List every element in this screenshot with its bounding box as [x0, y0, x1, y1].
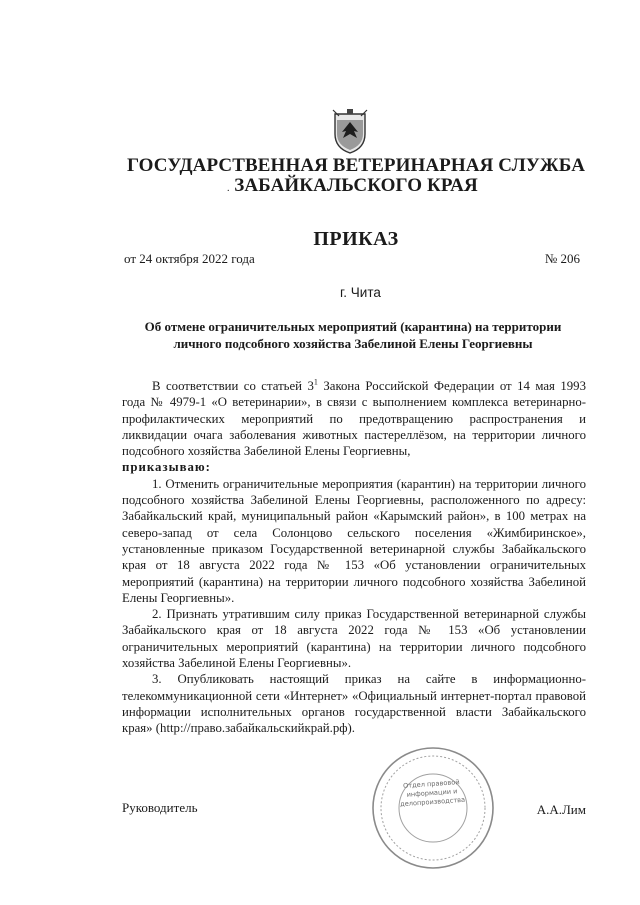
- document-number: № 206: [544, 251, 580, 266]
- preamble-superscript: 1: [313, 377, 318, 387]
- item-2: 2. Признать утратившим силу приказ Государственной ветеринарной службы Забайкальского края от 18 августа 2022 года № 153 «Об установлении ограничительных мероприятий (карантина) на территории личного подсобного хозяйства Забелиной Елены Георгиевны».: [122, 607, 586, 671]
- document-city: г. Чита: [340, 285, 381, 300]
- stamp-text: Отдел правовой информации и делопроизводства: [399, 778, 466, 809]
- signer-position: Руководитель: [122, 800, 198, 815]
- preamble-text-b: Закона Российской Федерации от 14 мая 1993 года № 4979-1 «О ветеринарии», в связи с выполнением комплекса ветеринарно-профилактических мероприятий по предотвращению распространения и ликвидации очага заболевания животных пастереллёзом, на территории личного подсобного хозяйства Забелиной Елены Георгиевны,: [122, 379, 586, 459]
- preamble-paragraph: [122, 378, 586, 459]
- document-date: от 24 октября 2022 года: [124, 251, 255, 266]
- org-name-line-1: ГОСУДАРСТВЕННАЯ ВЕТЕРИНАРНАЯ СЛУЖБА: [126, 155, 586, 176]
- signer-name: А.А.Лим: [536, 802, 586, 817]
- item-1: 1. Отменить ограничительные мероприятия (карантин) на территории личного подсобного хозяйства Забелиной Елены Георгиевны, расположенного по адресу: Забайкальский край, муниципальный район «Карымский район», в 100 метрах на северо-запад от села Солонцово сельского поселения «Жимбиринское», установленные приказом Государственной ветеринарной службы Забайкальского края от 18 августа 2022 года № 153 «Об установлении ограничительных мероприятий (карантина) на территории личного подсобного хозяйства Забелиной Елены Георгиевны».: [122, 476, 586, 605]
- document-title: ПРИКАЗ: [313, 228, 399, 250]
- preamble-text-a: В соответствии со статьей 3: [152, 379, 314, 393]
- document-body: [122, 378, 586, 737]
- org-name-line-2: ЗАБАЙКАЛЬСКОГО КРАЯ: [234, 175, 478, 196]
- document-subject: Об отмене ограничительных мероприятий (карантина) на территории личного подсобного хозяйства Забелиной Елены Георгиевны: [144, 319, 562, 351]
- scan-dot: .: [227, 183, 230, 194]
- coat-of-arms-emblem: [330, 108, 370, 154]
- directive-word: приказываю:: [122, 460, 211, 475]
- item-3: 3. Опубликовать настоящий приказ на сайте в информационно-телекоммуникационной сети «Интернет» «Официальный интернет-портал правовой информации исполнительных органов государственной власти Забайкальского края» (http://право.забайкальскийкрай.рф).: [122, 672, 586, 736]
